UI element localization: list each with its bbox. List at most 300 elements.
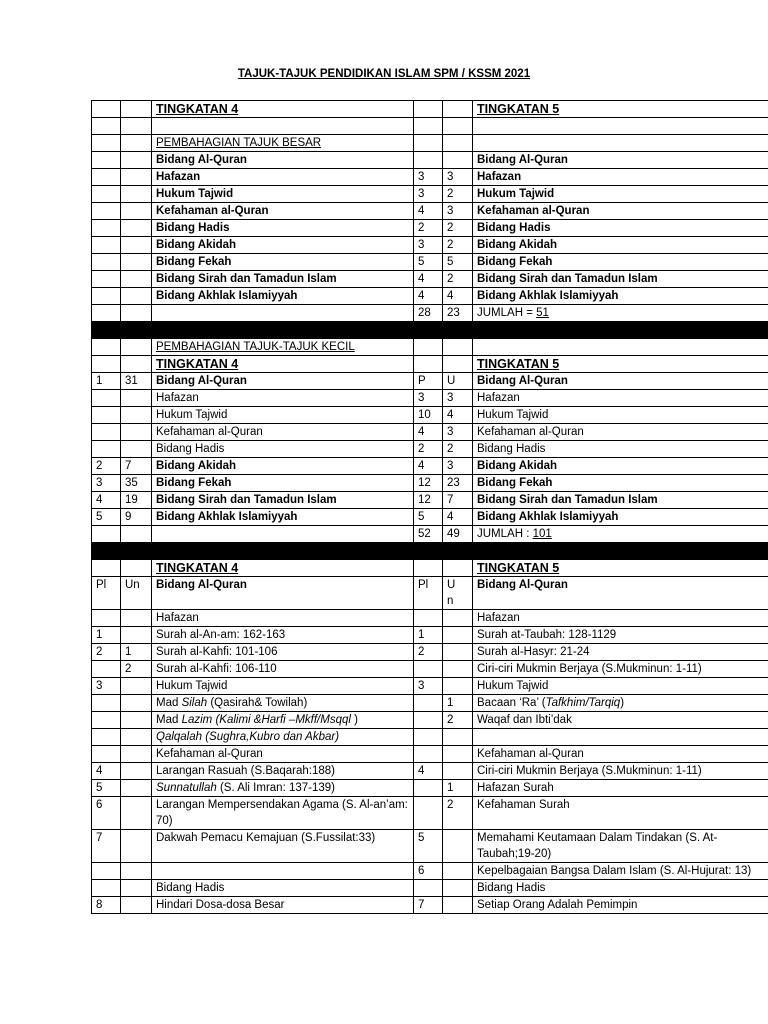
table-row — [92, 288, 768, 305]
cell-t4-pl: 7 — [92, 830, 121, 863]
cell-t4-pl — [92, 390, 121, 407]
cell-t5-un: 4 — [443, 407, 473, 424]
cell-t5-pl: 3 — [414, 169, 443, 186]
cell-t5-topic: Bidang Al-Quran — [473, 373, 768, 390]
cell-t4-pl — [92, 356, 121, 373]
cell-t4-topic: PEMBAHAGIAN TAJUK-TAJUK KECIL — [152, 339, 414, 356]
cell-t4-pl — [92, 339, 121, 356]
separator-cell — [152, 322, 414, 339]
cell-t5-pl — [414, 135, 443, 152]
cell-t4-topic: Bidang Sirah dan Tamadun Islam — [152, 492, 414, 509]
cell-t4-pl: 1 — [92, 373, 121, 390]
cell-t4-topic: Bidang Al-Quran — [152, 152, 414, 169]
table-row — [92, 101, 768, 118]
cell-t4-topic: Bidang Al-Quran — [152, 373, 414, 390]
cell-t5-pl: 2 — [414, 441, 443, 458]
cell-t4-un — [121, 695, 152, 712]
cell-t5-pl: 3 — [414, 186, 443, 203]
cell-t4-un — [121, 678, 152, 695]
cell-t4-topic: Hindari Dosa-dosa Besar — [152, 897, 414, 914]
cell-t5-topic: TINGKATAN 5 — [473, 356, 768, 373]
cell-t5-pl — [414, 118, 443, 135]
cell-t5-un — [443, 356, 473, 373]
table-row — [92, 271, 768, 288]
cell-t5-pl: 2 — [414, 220, 443, 237]
cell-t4-topic — [152, 526, 414, 543]
cell-t4-un — [121, 863, 152, 880]
cell-t4-un — [121, 152, 152, 169]
cell-t4-un — [121, 169, 152, 186]
cell-t5-un: 2 — [443, 220, 473, 237]
cell-t4-topic: Larangan Rasuah (S.Baqarah:188) — [152, 763, 414, 780]
cell-t5-topic: Hukum Tajwid — [473, 678, 768, 695]
cell-t4-topic: Kefahaman al-Quran — [152, 746, 414, 763]
cell-t5-un — [443, 101, 473, 118]
table-row — [92, 644, 768, 661]
table-row — [92, 186, 768, 203]
cell-t4-topic — [152, 118, 414, 135]
cell-text-part: JUMLAH : — [477, 528, 533, 540]
separator-cell — [92, 322, 121, 339]
cell-text-part: 101 — [532, 528, 552, 540]
cell-text-part: Mad — [156, 697, 182, 709]
cell-t5-un — [443, 560, 473, 577]
cell-t4-topic: Hafazan — [152, 169, 414, 186]
cell-t4-pl — [92, 695, 121, 712]
table-row — [92, 863, 768, 880]
cell-t4-pl — [92, 729, 121, 746]
cell-t5-un: 1 — [443, 780, 473, 797]
table-row — [92, 678, 768, 695]
cell-t5-topic: Hafazan — [473, 610, 768, 627]
cell-t4-pl — [92, 169, 121, 186]
cell-t5-pl: 4 — [414, 763, 443, 780]
cell-t4-topic: TINGKATAN 4 — [152, 560, 414, 577]
cell-t4-pl — [92, 407, 121, 424]
cell-t4-un — [121, 390, 152, 407]
cell-t4-topic: Dakwah Pemacu Kemajuan (S.Fussilat:33) — [152, 830, 414, 863]
cell-t5-pl — [414, 695, 443, 712]
separator-cell — [121, 543, 152, 560]
cell-t4-pl — [92, 610, 121, 627]
cell-t5-pl: 5 — [414, 509, 443, 526]
separator-cell — [414, 543, 443, 560]
cell-t5-pl — [414, 729, 443, 746]
cell-t5-topic: Bidang Akhlak Islamiyyah — [473, 288, 768, 305]
cell-t5-un: 3 — [443, 424, 473, 441]
cell-t4-pl — [92, 305, 121, 322]
cell-t5-pl: 28 — [414, 305, 443, 322]
cell-t4-topic: TINGKATAN 4 — [152, 101, 414, 118]
cell-t4-topic: Qalqalah (Sughra,Kubro dan Akbar) — [152, 729, 414, 746]
table-row — [92, 729, 768, 746]
section-separator — [92, 543, 768, 560]
cell-t5-un: 1 — [443, 695, 473, 712]
cell-t5-un — [443, 661, 473, 678]
cell-t5-topic: Bidang Hadis — [473, 441, 768, 458]
cell-t4-pl — [92, 746, 121, 763]
cell-t4-pl: Pl — [92, 577, 121, 610]
cell-t5-topic: Kepelbagaian Bangsa Dalam Islam (S. Al-Hujurat: 13) — [473, 863, 768, 880]
cell-text-part: (S. Ali Imran: 137-139) — [216, 782, 335, 794]
cell-t4-pl — [92, 441, 121, 458]
cell-t5-topic — [473, 695, 768, 712]
cell-t4-pl: 1 — [92, 627, 121, 644]
cell-t5-un: 2 — [443, 712, 473, 729]
topics-table — [91, 100, 768, 914]
cell-t5-un: 3 — [443, 458, 473, 475]
section-separator — [92, 322, 768, 339]
cell-t5-topic — [473, 729, 768, 746]
cell-t5-topic: Surah at-Taubah: 128-1129 — [473, 627, 768, 644]
cell-t5-topic: Kefahaman Surah — [473, 797, 768, 830]
cell-t5-pl: 4 — [414, 288, 443, 305]
separator-cell — [473, 543, 768, 560]
cell-t4-un: 19 — [121, 492, 152, 509]
cell-t4-topic — [152, 712, 414, 729]
cell-t4-pl — [92, 118, 121, 135]
cell-t4-topic: Hafazan — [152, 390, 414, 407]
cell-t5-topic: Bidang Al-Quran — [473, 577, 768, 610]
cell-text-part: (Qasirah& Towilah) — [207, 697, 308, 709]
cell-t4-pl — [92, 712, 121, 729]
cell-t5-pl: 5 — [414, 830, 443, 863]
cell-t4-pl — [92, 186, 121, 203]
cell-t4-topic: Hafazan — [152, 610, 414, 627]
cell-t4-topic: Bidang Hadis — [152, 880, 414, 897]
separator-cell — [443, 543, 473, 560]
cell-t5-un: 2 — [443, 186, 473, 203]
table-row — [92, 441, 768, 458]
cell-t5-topic: Bidang Fekah — [473, 254, 768, 271]
cell-t5-un — [443, 135, 473, 152]
cell-t5-pl: 7 — [414, 897, 443, 914]
cell-t5-pl: 12 — [414, 492, 443, 509]
cell-t4-topic: Hukum Tajwid — [152, 678, 414, 695]
cell-t4-pl: 2 — [92, 644, 121, 661]
separator-cell — [414, 322, 443, 339]
cell-t5-un — [443, 339, 473, 356]
cell-t4-un: 31 — [121, 373, 152, 390]
cell-t4-pl — [92, 560, 121, 577]
table-row — [92, 509, 768, 526]
cell-t5-topic: Hukum Tajwid — [473, 407, 768, 424]
table-row — [92, 577, 768, 610]
table-row — [92, 390, 768, 407]
cell-t4-topic — [152, 863, 414, 880]
cell-t5-topic: Bidang Hadis — [473, 880, 768, 897]
cell-t4-un — [121, 526, 152, 543]
cell-t4-pl — [92, 271, 121, 288]
table-row — [92, 135, 768, 152]
cell-text-part: 51 — [536, 307, 549, 319]
cell-t4-un — [121, 339, 152, 356]
cell-t4-un — [121, 407, 152, 424]
cell-t4-topic: Bidang Akhlak Islamiyyah — [152, 288, 414, 305]
cell-t5-un — [443, 644, 473, 661]
cell-t4-un — [121, 220, 152, 237]
cell-t4-topic: Bidang Akidah — [152, 458, 414, 475]
cell-t4-pl — [92, 135, 121, 152]
cell-t4-topic: TINGKATAN 4 — [152, 356, 414, 373]
cell-t5-un — [443, 678, 473, 695]
cell-t5-un — [443, 830, 473, 863]
table-row — [92, 763, 768, 780]
cell-t5-topic: Bidang Akidah — [473, 458, 768, 475]
cell-t5-pl — [414, 356, 443, 373]
cell-t4-pl: 8 — [92, 897, 121, 914]
cell-t5-un — [443, 627, 473, 644]
table-row — [92, 492, 768, 509]
separator-cell — [473, 322, 768, 339]
cell-t4-topic: Bidang Fekah — [152, 475, 414, 492]
cell-text-part: Bacaan ‘Ra’ ( — [477, 697, 546, 709]
cell-t5-pl: P — [414, 373, 443, 390]
cell-t4-un — [121, 237, 152, 254]
cell-t4-topic — [152, 780, 414, 797]
cell-t5-topic: TINGKATAN 5 — [473, 560, 768, 577]
cell-t4-topic: Hukum Tajwid — [152, 407, 414, 424]
cell-t4-pl: 5 — [92, 780, 121, 797]
cell-t4-un — [121, 441, 152, 458]
cell-t5-pl: Pl — [414, 577, 443, 610]
separator-cell — [121, 322, 152, 339]
cell-t4-un — [121, 305, 152, 322]
cell-text-part: ) — [620, 697, 625, 709]
table-row — [92, 203, 768, 220]
cell-t5-un — [443, 746, 473, 763]
cell-t4-pl — [92, 203, 121, 220]
cell-t4-un — [121, 254, 152, 271]
cell-text-part: Tafkhim/Tarqiq — [545, 697, 621, 709]
cell-t5-topic: Setiap Orang Adalah Pemimpin — [473, 897, 768, 914]
cell-t5-un: 5 — [443, 254, 473, 271]
cell-t4-pl — [92, 152, 121, 169]
document-title: TAJUK-TAJUK PENDIDIKAN ISLAM SPM / KSSM 2021 — [237, 68, 531, 80]
cell-t5-topic: Hukum Tajwid — [473, 186, 768, 203]
cell-t5-un: 3 — [443, 203, 473, 220]
table-row — [92, 746, 768, 763]
cell-t5-topic: Bidang Sirah dan Tamadun Islam — [473, 271, 768, 288]
cell-t5-un — [443, 897, 473, 914]
table-row — [92, 152, 768, 169]
cell-t5-un — [443, 118, 473, 135]
cell-t4-pl — [92, 863, 121, 880]
cell-t5-pl: 3 — [414, 678, 443, 695]
cell-t4-pl — [92, 101, 121, 118]
table-row — [92, 560, 768, 577]
cell-t5-topic: Bidang Al-Quran — [473, 152, 768, 169]
cell-t4-un — [121, 763, 152, 780]
cell-t5-un — [443, 863, 473, 880]
cell-t5-pl — [414, 152, 443, 169]
cell-t5-pl — [414, 560, 443, 577]
cell-t4-un — [121, 712, 152, 729]
cell-t4-pl: 5 — [92, 509, 121, 526]
cell-t4-topic: Surah al-Kahfi: 101-106 — [152, 644, 414, 661]
cell-t4-topic: Bidang Akhlak Islamiyyah — [152, 509, 414, 526]
table-row — [92, 169, 768, 186]
cell-t5-pl — [414, 797, 443, 830]
cell-t5-un: 2 — [443, 237, 473, 254]
cell-t5-topic: Ciri-ciri Mukmin Berjaya (S.Mukminun: 1-11) — [473, 661, 768, 678]
cell-t4-topic: Kefahaman al-Quran — [152, 203, 414, 220]
cell-t5-topic: Bidang Hadis — [473, 220, 768, 237]
cell-t5-un — [443, 763, 473, 780]
table-row — [92, 305, 768, 322]
cell-t5-un: 23 — [443, 305, 473, 322]
cell-t5-pl — [414, 661, 443, 678]
separator-cell — [443, 322, 473, 339]
cell-text-part: Sunnatullah — [156, 782, 217, 794]
cell-t4-un: 1 — [121, 644, 152, 661]
cell-t4-un — [121, 203, 152, 220]
cell-t4-un — [121, 560, 152, 577]
cell-t4-un — [121, 271, 152, 288]
table-row — [92, 712, 768, 729]
cell-t4-pl — [92, 526, 121, 543]
cell-t5-pl: 5 — [414, 254, 443, 271]
cell-t5-pl: 10 — [414, 407, 443, 424]
cell-t5-pl — [414, 101, 443, 118]
cell-t5-un: 4 — [443, 288, 473, 305]
cell-t5-pl: 12 — [414, 475, 443, 492]
cell-t4-un — [121, 897, 152, 914]
table-row — [92, 475, 768, 492]
separator-cell — [92, 543, 121, 560]
cell-t4-pl: 6 — [92, 797, 121, 830]
cell-t5-topic — [473, 135, 768, 152]
cell-t5-un: U — [443, 373, 473, 390]
table-row — [92, 526, 768, 543]
table-row — [92, 458, 768, 475]
cell-t5-pl: 3 — [414, 237, 443, 254]
table-row — [92, 356, 768, 373]
cell-t4-un: 7 — [121, 458, 152, 475]
cell-t4-un — [121, 880, 152, 897]
table-row — [92, 797, 768, 830]
cell-t5-pl: 4 — [414, 203, 443, 220]
cell-t5-pl: 4 — [414, 458, 443, 475]
cell-t5-topic: Kefahaman al-Quran — [473, 424, 768, 441]
cell-t4-topic: Bidang Sirah dan Tamadun Islam — [152, 271, 414, 288]
cell-t5-un — [443, 729, 473, 746]
cell-t5-un — [443, 880, 473, 897]
table-row — [92, 780, 768, 797]
cell-t5-pl: 4 — [414, 424, 443, 441]
cell-t5-un: 2 — [443, 271, 473, 288]
cell-t5-topic: Bidang Fekah — [473, 475, 768, 492]
cell-t5-pl: 52 — [414, 526, 443, 543]
cell-t4-un: 2 — [121, 661, 152, 678]
cell-t5-topic: Hafazan — [473, 390, 768, 407]
cell-t4-un — [121, 729, 152, 746]
table-row — [92, 118, 768, 135]
cell-t5-pl: 4 — [414, 271, 443, 288]
cell-t4-un — [121, 186, 152, 203]
cell-t4-topic: PEMBAHAGIAN TAJUK BESAR — [152, 135, 414, 152]
table-row — [92, 880, 768, 897]
cell-t4-pl — [92, 880, 121, 897]
cell-t4-topic: Bidang Akidah — [152, 237, 414, 254]
cell-t4-pl — [92, 254, 121, 271]
separator-cell — [152, 543, 414, 560]
table-row — [92, 424, 768, 441]
cell-t5-topic: Bidang Akhlak Islamiyyah — [473, 509, 768, 526]
cell-t5-un — [443, 610, 473, 627]
cell-t5-topic: Bidang Akidah — [473, 237, 768, 254]
cell-t5-pl: 6 — [414, 863, 443, 880]
cell-t4-un — [121, 356, 152, 373]
cell-t4-un — [121, 746, 152, 763]
cell-t5-topic: Waqaf dan Ibti’dak — [473, 712, 768, 729]
cell-t5-topic: Kefahaman al-Quran — [473, 203, 768, 220]
cell-t5-topic: Kefahaman al-Quran — [473, 746, 768, 763]
cell-t4-pl — [92, 288, 121, 305]
cell-t4-pl: 4 — [92, 763, 121, 780]
cell-text-part: ) — [350, 714, 358, 726]
cell-t4-pl — [92, 424, 121, 441]
cell-t5-topic: Hafazan Surah — [473, 780, 768, 797]
cell-t5-topic: Surah al-Hasyr: 21-24 — [473, 644, 768, 661]
cell-t4-un — [121, 135, 152, 152]
cell-t4-un — [121, 101, 152, 118]
cell-t4-topic: Hukum Tajwid — [152, 186, 414, 203]
cell-t4-topic: Larangan Mempersendakan Agama (S. Al-an’am: 70) — [152, 797, 414, 830]
cell-t4-un — [121, 830, 152, 863]
cell-t5-pl: 2 — [414, 644, 443, 661]
cell-t5-un: 7 — [443, 492, 473, 509]
cell-t5-un: 2 — [443, 441, 473, 458]
cell-text-part: Mad — [156, 714, 182, 726]
cell-t5-un: 4 — [443, 509, 473, 526]
cell-t5-topic — [473, 305, 768, 322]
table-row — [92, 627, 768, 644]
cell-t4-un — [121, 780, 152, 797]
cell-t4-pl: 2 — [92, 458, 121, 475]
cell-t5-topic: TINGKATAN 5 — [473, 101, 768, 118]
cell-t4-topic: Bidang Al-Quran — [152, 577, 414, 610]
cell-t5-un: U n — [443, 577, 473, 610]
cell-t4-un — [121, 288, 152, 305]
cell-t5-topic: Bidang Sirah dan Tamadun Islam — [473, 492, 768, 509]
cell-t5-pl — [414, 610, 443, 627]
cell-t4-un — [121, 627, 152, 644]
table-row — [92, 237, 768, 254]
cell-t4-un — [121, 610, 152, 627]
cell-t4-pl: 3 — [92, 678, 121, 695]
table-row — [92, 339, 768, 356]
cell-text-part: Silah — [181, 697, 208, 709]
table-row — [92, 254, 768, 271]
cell-t5-un: 2 — [443, 797, 473, 830]
cell-t5-pl — [414, 712, 443, 729]
cell-t4-un — [121, 118, 152, 135]
cell-t5-pl: 1 — [414, 627, 443, 644]
cell-t5-un: 49 — [443, 526, 473, 543]
cell-t4-pl: 4 — [92, 492, 121, 509]
cell-t5-pl — [414, 746, 443, 763]
cell-t4-pl — [92, 237, 121, 254]
cell-t5-un: 3 — [443, 169, 473, 186]
cell-t4-topic: Surah al-An-am: 162-163 — [152, 627, 414, 644]
table-row — [92, 407, 768, 424]
cell-t5-pl — [414, 339, 443, 356]
cell-text-part: Lazim (Kalimi &Harfi –Mkff/Msqql — [181, 714, 351, 726]
cell-t4-un: Un — [121, 577, 152, 610]
cell-t4-pl — [92, 220, 121, 237]
table-row — [92, 373, 768, 390]
